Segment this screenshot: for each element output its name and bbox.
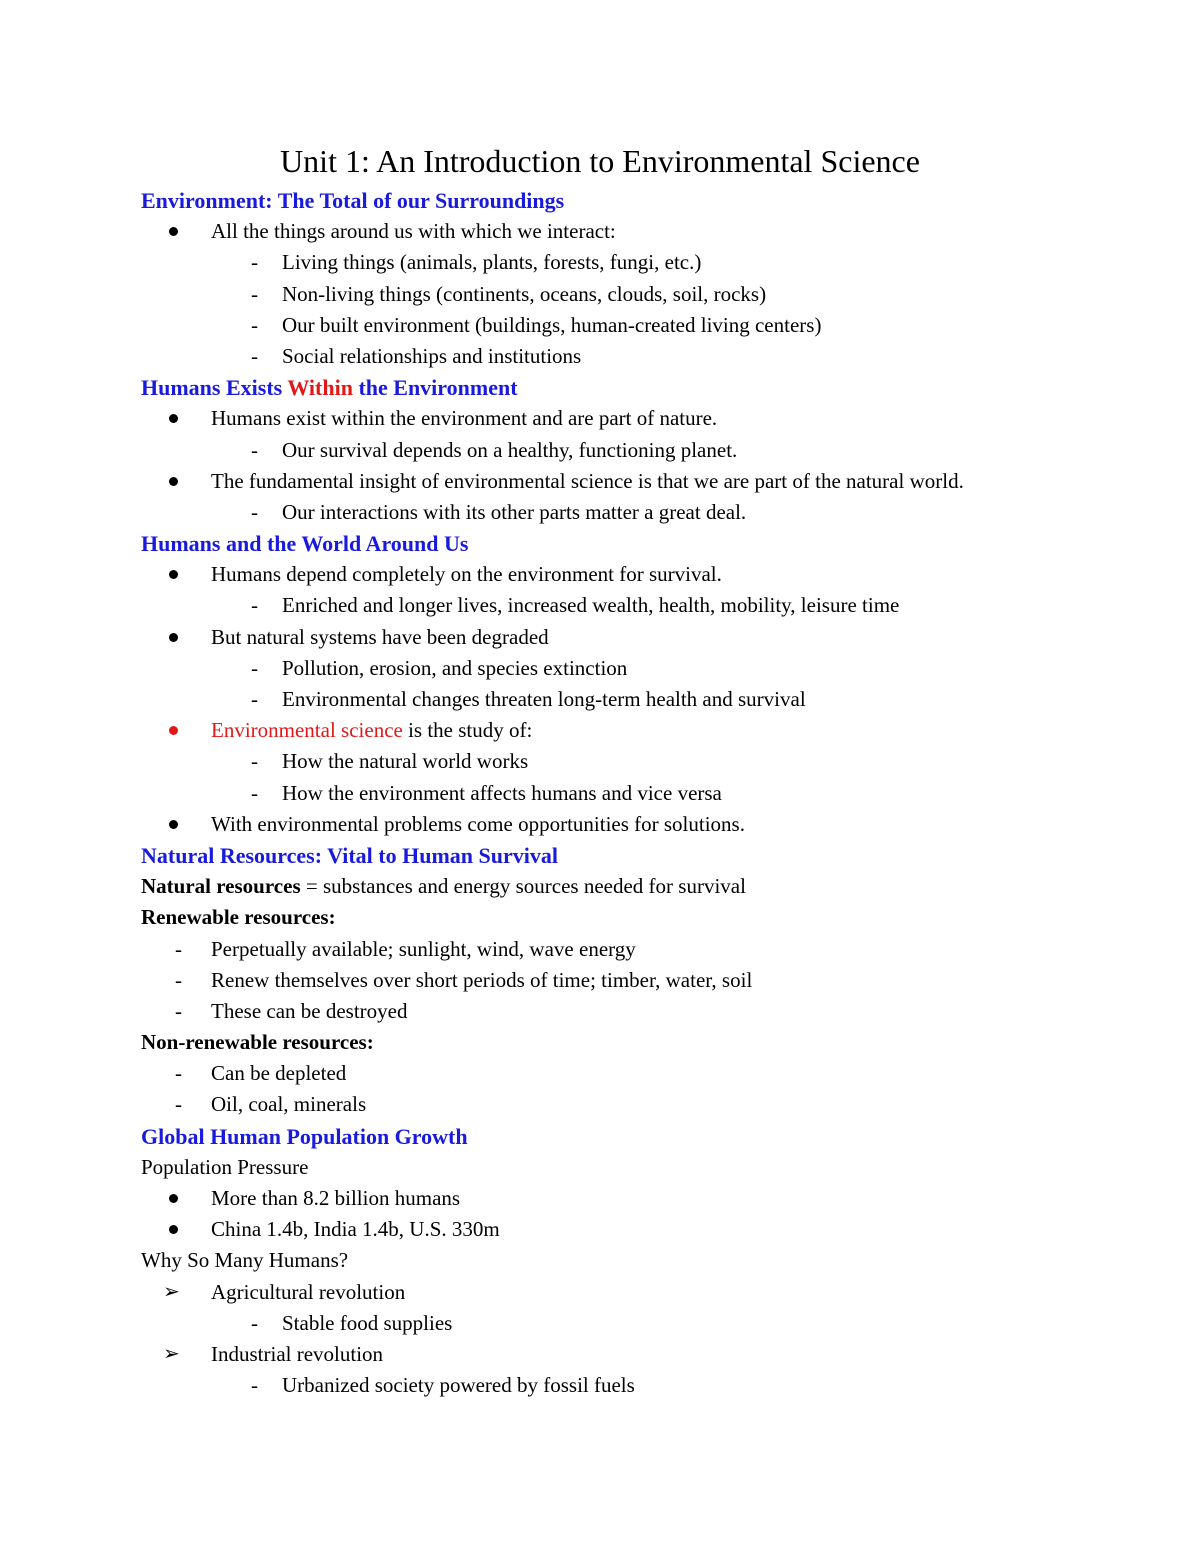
section-heading-humans-exist: Humans Exists Within the Environment [141,375,518,401]
dash-icon: - [251,749,258,774]
bullet-icon [169,227,178,236]
bullet-icon [169,414,178,423]
dash-icon: - [251,250,258,275]
bullet-item: China 1.4b, India 1.4b, U.S. 330m [141,1214,1141,1245]
section-heading-natural-resources: Natural Resources: Vital to Human Survival [141,842,558,868]
bullet-item: But natural systems have been degraded [141,622,1141,653]
bullet-item: More than 8.2 billion humans [141,1183,1141,1214]
dash-icon: - [251,499,258,524]
dash-item: - Oil, coal, minerals [141,1089,1141,1120]
section-heading-environment: Environment: The Total of our Surroundings [141,188,565,213]
dash-item: - Our interactions with its other parts matter a great deal. [141,497,1141,528]
arrow-icon: ➢ [163,1342,180,1365]
document-body [141,185,1141,1401]
dash-icon: - [251,281,258,306]
dash-icon: - [251,687,258,711]
dash-icon: - [251,655,258,680]
dash-icon: - [175,936,182,961]
dash-item: - Urbanized society powered by fossil fuels [141,1370,1141,1401]
dash-icon: - [251,780,258,805]
bullet-item: Humans depend completely on the environment for survival. [141,559,1141,590]
dash-item: - Living things (animals, plants, forests, fungi, etc.) [141,247,1141,278]
dash-icon: - [175,967,182,992]
bullet-icon [169,633,178,642]
dash-item: - Stable food supplies [141,1308,1141,1339]
arrow-item: ➢ Agricultural revolution [141,1277,1141,1308]
bullet-icon [169,1225,178,1234]
dash-item: - Perpetually available; sunlight, wind, wave energy [141,934,1141,965]
definition-line: Natural resources = substances and energy sources needed for survival [141,874,746,899]
dash-icon: - [251,312,258,337]
dash-item: - Enriched and longer lives, increased wealth, health, mobility, leisure time [141,590,1141,621]
renewable-label: Renewable resources: [141,905,336,930]
dash-item: - These can be destroyed [141,996,1141,1027]
dash-item: - How the natural world works [141,746,1141,777]
dash-item: - Pollution, erosion, and species extinction [141,653,1141,684]
dash-item: - Can be depleted [141,1058,1141,1089]
page-title: Unit 1: An Introduction to Environmental Science [280,143,920,179]
bullet-item: With environmental problems come opportunities for solutions. [141,809,1141,840]
dash-icon: - [251,1310,258,1335]
dash-icon: - [175,998,182,1023]
section-heading-humans-world: Humans and the World Around Us [141,531,469,557]
dash-item: - Our built environment (buildings, human-created living centers) [141,310,1141,341]
dash-item: - How the environment affects humans and vice versa [141,778,1141,809]
bullet-icon [169,1194,178,1203]
dash-icon: - [251,437,258,462]
bullet-item: Humans exist within the environment and are part of nature. [141,403,1141,434]
dash-item: - Non-living things (continents, oceans, clouds, soil, rocks) [141,279,1141,310]
bullet-icon [169,820,178,829]
arrow-item: ➢ Industrial revolution [141,1339,1141,1370]
arrow-icon: ➢ [163,1280,180,1303]
bullet-icon [169,726,178,735]
bullet-item: The fundamental insight of environmental science is that we are part of the natural world. [141,466,1141,497]
bullet-item: Environmental science is the study of: [141,715,1141,746]
dash-item: - Social relationships and institutions [141,341,1141,372]
dash-icon: - [251,1373,258,1398]
subheading-population-pressure: Population Pressure [141,1154,309,1179]
dash-item: - Our survival depends on a healthy, functioning planet. [141,435,1141,466]
subheading-why-so-many: Why So Many Humans? [141,1248,349,1273]
dash-item: - Renew themselves over short periods of time; timber, water, soil [141,965,1141,996]
dash-icon: - [251,593,258,618]
bullet-icon [169,570,178,579]
bullet-icon [169,477,178,486]
dash-item: - Environmental changes threaten long-term health and survival [141,684,1141,715]
bullet-item: All the things around us with which we interact: [141,216,1141,247]
section-heading-population: Global Human Population Growth [141,1123,468,1149]
nonrenewable-label: Non-renewable resources: [141,1030,374,1055]
dash-icon: - [251,343,258,368]
dash-icon: - [175,1092,182,1117]
dash-icon: - [175,1061,182,1086]
